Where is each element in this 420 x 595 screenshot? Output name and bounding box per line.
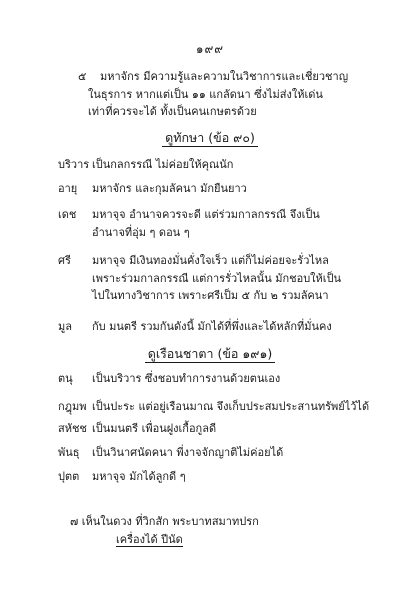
intro-number: ๕ bbox=[78, 70, 87, 83]
entry-kadumpa bbox=[58, 398, 398, 416]
entry-term: อายุ bbox=[58, 182, 78, 195]
entry-line: เป็นปะระ แต่อยู่เรือนมาณ จึงเก็บประสมประสานทรัพย์ไว้ได้ bbox=[92, 400, 370, 413]
entry-sri bbox=[58, 252, 398, 305]
entry-phanthu bbox=[58, 444, 398, 462]
entry-line: มหาจุจ มีเงินทองมั่นคั่งใจเร็ว แต่ก็ไม่ค่อยจะรั่วไหล bbox=[92, 254, 329, 267]
entry-line: เป็นกลกรรณี ไม่ค่อยให้คุณนัก bbox=[92, 158, 234, 171]
entry-term: สหัชช bbox=[58, 422, 87, 435]
footer-note-underlined bbox=[116, 530, 183, 548]
footer-note-text: เครื่องได้ ปีนัด bbox=[116, 533, 183, 546]
entry-line: เป็นมนตรี เพื่อนฝูงเกื้อกูลดี bbox=[92, 422, 217, 435]
entry-line: กับ มนตรี รวมกันดังนี้ มักได้ที่พึ่งและได้หลักที่มั่นคง bbox=[92, 320, 332, 333]
heading-text: ดูเรือนชาตา (ข้อ ๑๙๑) bbox=[145, 346, 276, 363]
entry-line: มหาจักร และกุมลัคนา มักยืนยาว bbox=[92, 182, 247, 195]
entry-line: มหาจุจ อำนาจควรจะดี แต่ร่วมกาลกรรณี จึงเป็น bbox=[92, 208, 320, 221]
entry-line: เพราะร่วมกาลกรรณี แต่การรั่วไหลนั้น มักชอบให้เป็น bbox=[92, 271, 342, 285]
entry-det bbox=[58, 206, 398, 241]
entry-ayu bbox=[58, 180, 398, 198]
intro-line: มหาจักร มีความรู้และความในวิชาการและเชี่ยวชาญ bbox=[100, 70, 349, 83]
entry-term: ศรี bbox=[58, 254, 71, 267]
entry-term: เดช bbox=[58, 208, 77, 221]
entry-sahatcha bbox=[58, 420, 398, 438]
section-heading-taksa bbox=[0, 128, 420, 148]
section-heading-ruean-chata bbox=[0, 344, 420, 364]
footer-note: ๗ เห็นในดวง ที่วิกสัก พระบาทสมาทปรก bbox=[70, 515, 259, 528]
intro-line: ในธุรการ หากแต่เป็น ๑๑ แกลัดนา ซึ่งไม่ส่งให้เด่น bbox=[88, 87, 323, 101]
entry-bariwan bbox=[58, 156, 398, 174]
entry-mun bbox=[58, 318, 398, 336]
intro-line: เท่าที่ควรจะได้ ทั้งเป็นคนเกษตรด้วย bbox=[88, 105, 257, 118]
entry-term: ตนุ bbox=[58, 372, 73, 385]
intro-paragraph bbox=[78, 68, 388, 121]
entry-term: มูล bbox=[58, 320, 72, 333]
entry-line: เป็นบริวาร ซึ่งชอบทำการงานด้วยตนเอง bbox=[92, 372, 281, 385]
entry-term: บริวาร bbox=[58, 158, 90, 171]
entry-tanu bbox=[58, 370, 398, 388]
entry-line: ไปในทางวิชาการ เพราะศรีเป็ม ๕ กับ ๒ รวมลัคนา bbox=[92, 289, 329, 302]
entry-term: ปุตต bbox=[58, 470, 80, 483]
entry-term: พันธุ bbox=[58, 446, 80, 459]
page-number: ๑๙๙ bbox=[195, 42, 225, 56]
entry-line: เป็นวินาศนัดคนา พี่งาจจักญาติไม่ค่อยได้ bbox=[92, 446, 284, 459]
entry-term: กฎุมพ bbox=[58, 400, 87, 413]
heading-text: ดูทักษา (ข้อ ๙๐) bbox=[162, 130, 258, 147]
entry-line: มหาจุจ มักได้ลูกดี ๆ bbox=[92, 470, 186, 483]
entry-puttta bbox=[58, 468, 398, 486]
entry-line: อำนาจที่อุ่ม ๆ ดอน ๆ bbox=[92, 225, 190, 239]
